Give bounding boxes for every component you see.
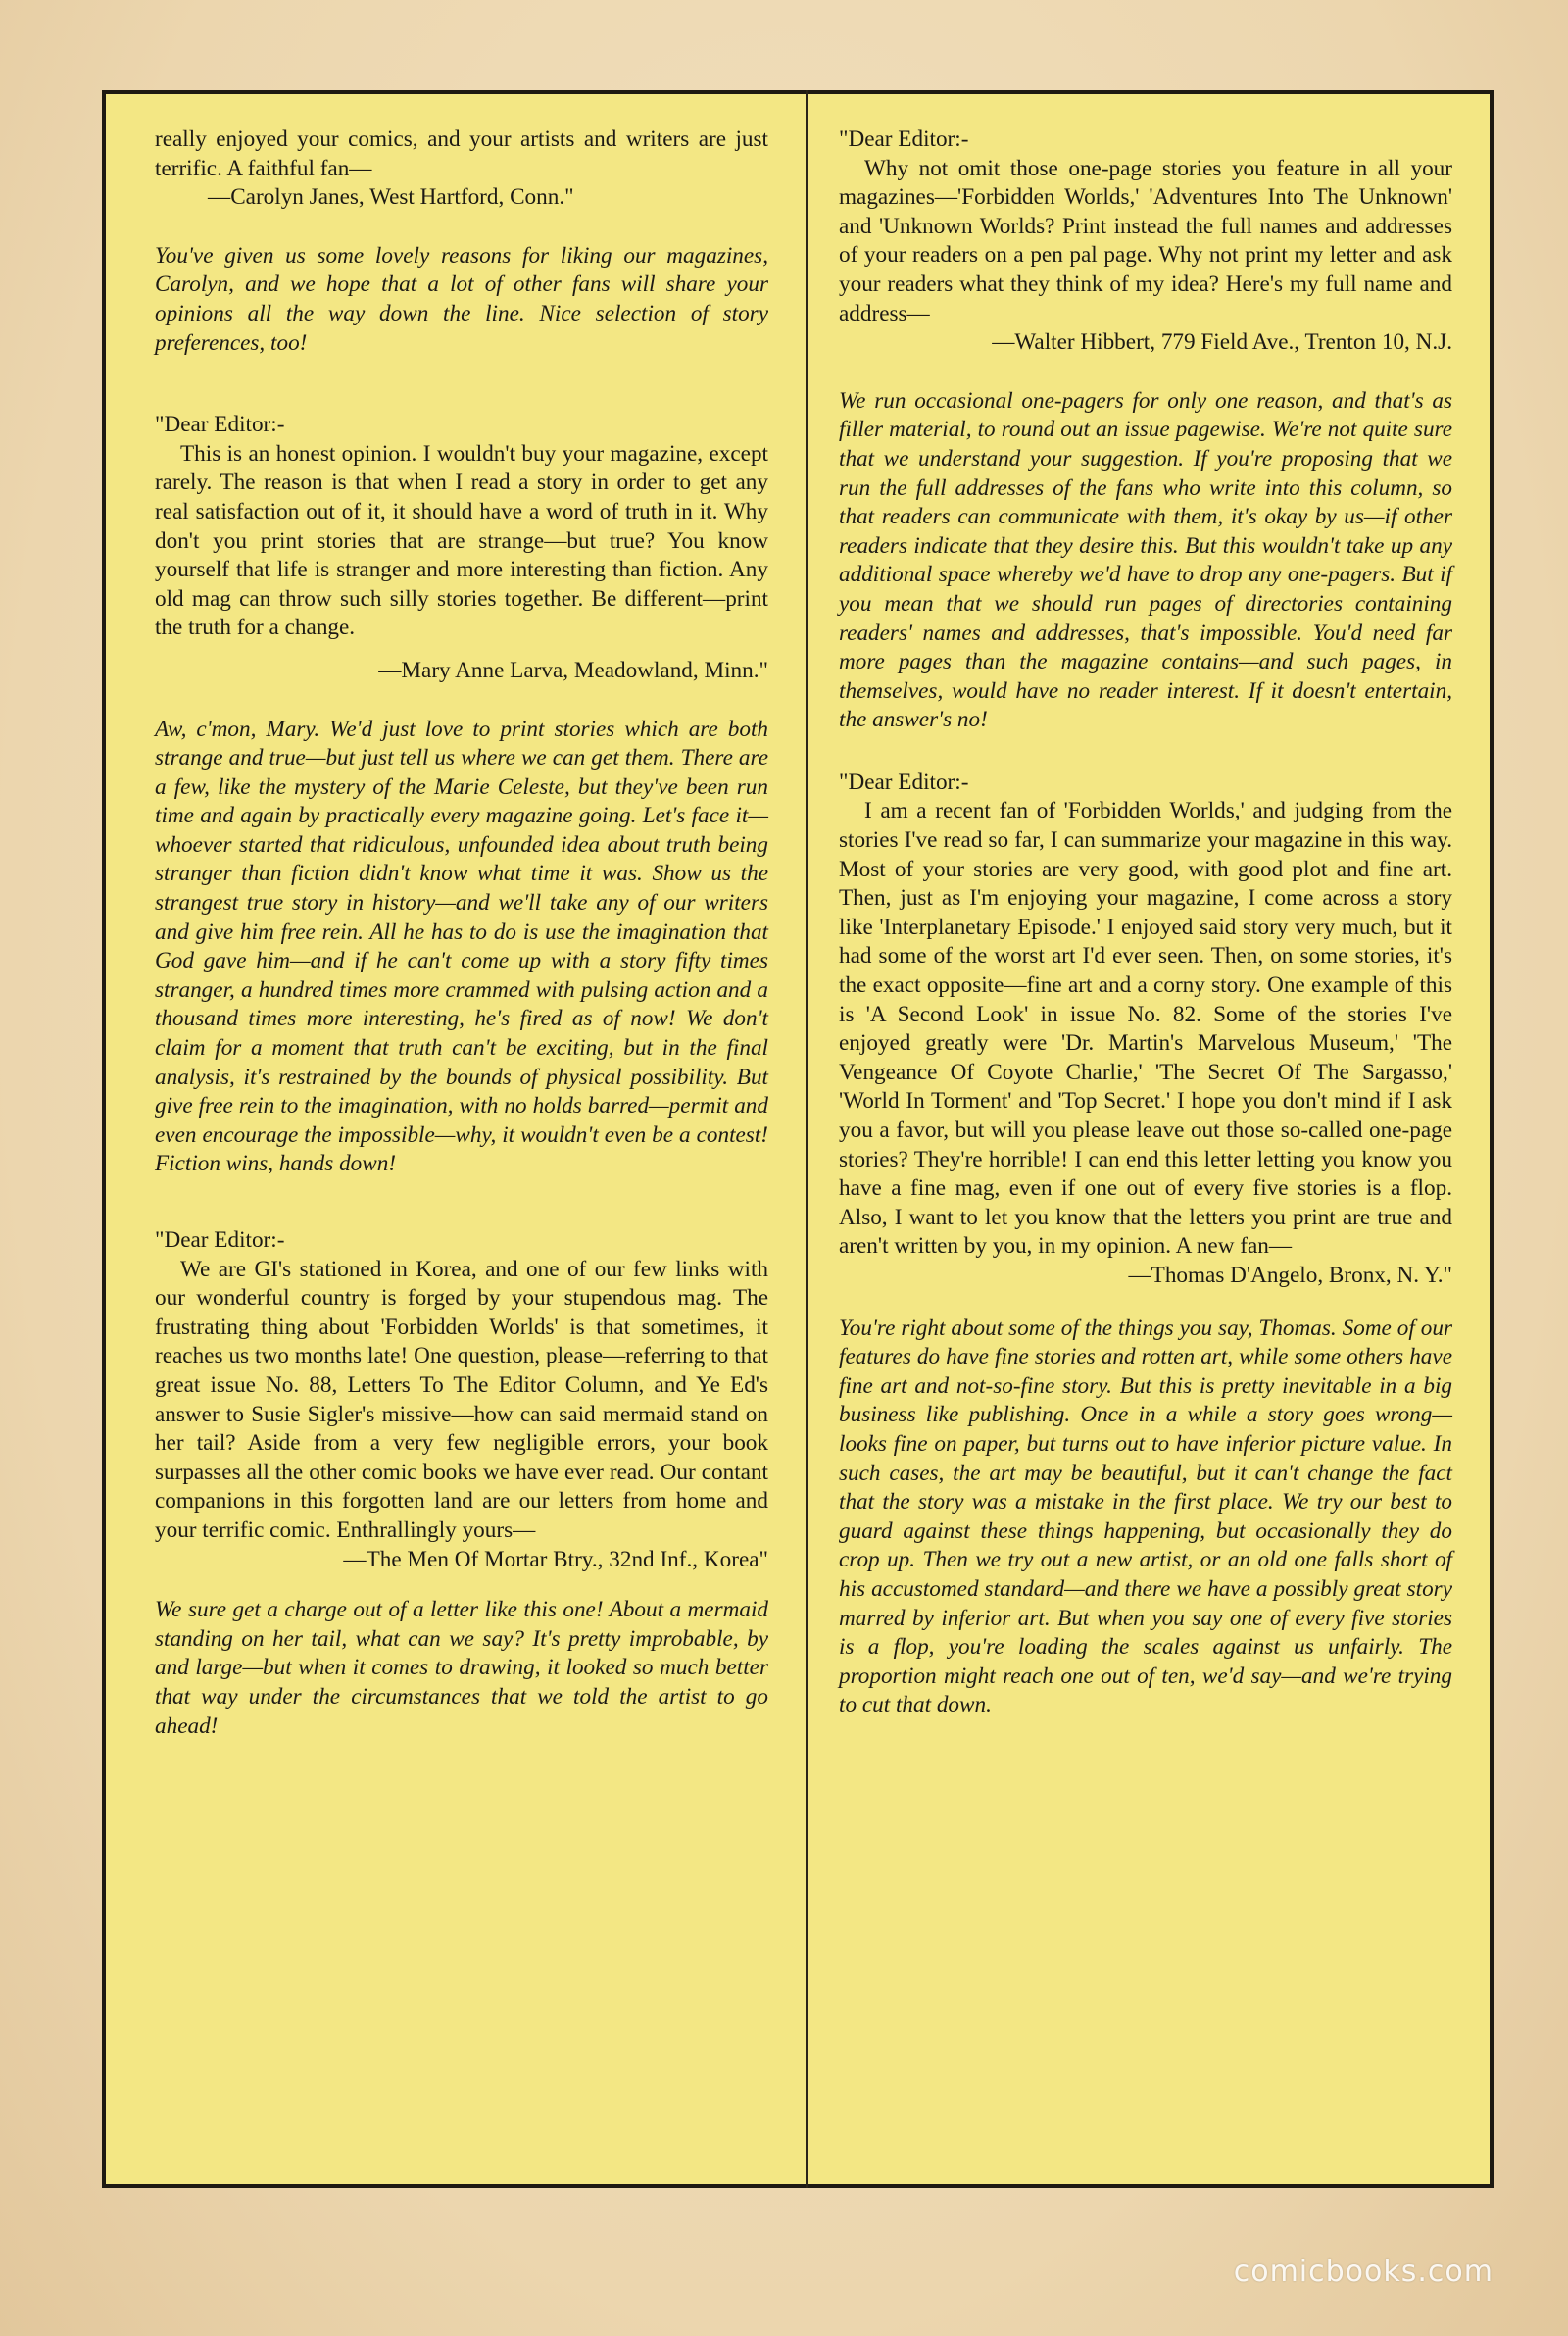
letter-carolyn — [155, 125, 768, 358]
editor-response: We run occasional one-pagers for only one reason, and that's as filler material, to round out an issue pagewise. We're not quite sure that we understand your suggestion. If you're proposing that we run the full addresses of the fans who write into this column, so that readers can communicate with them, it's okay by us—if other readers indicate that they desire this. But this wouldn't take up any additional space whereby we'd have to drop any one-pagers. But if you mean that we should run pages of directories containing readers' names and addresses, that's impossible. You'd need far more pages than the magazine contains—and such pages, in themselves, would have no reader interest. If it doesn't entertain, the answer's no! — [839, 387, 1452, 733]
letter-signature: —Carolyn Janes, West Hartford, Conn." — [208, 184, 574, 211]
letter-signature: —The Men Of Mortar Btry., 32nd Inf., Korea" — [343, 1546, 768, 1572]
letter-body: Why not omit those one-page stories you feature in all your magazines—'Forbidden Worlds,' 'Adventures Into The Unknown' and 'Unknown Worlds? Print instead the full names and addresses of your readers on a pen pal page. Why not print my letter and ask your readers what they think of my idea? Here's my full name and address— — [839, 155, 1452, 326]
left-column — [155, 125, 768, 1741]
letter-salutation: "Dear Editor:- — [839, 126, 969, 152]
letter-signature: —Mary Anne Larva, Meadowland, Minn." — [378, 657, 768, 683]
letter-salutation: "Dear Editor:- — [839, 769, 969, 795]
editor-response: We sure get a charge out of a letter like this one! About a mermaid standing on her tail, what can we say? It's pretty improbable, by and large—but when it comes to drawing, it looked so much better that way under the circumstances that we told the artist to go ahead! — [155, 1597, 768, 1739]
editor-response: You're right about some of the things you say, Thomas. Some of our features do have fine stories and rotten art, while some others have fine art and not-so-fine story. But this is pretty inevitable in a big business like publishing. Once in a while a story goes wrong—looks fine on paper, but turns out to have inferior picture value. In such cases, the art may be beautiful, but it can't change the fact that the story was a mistake in the first place. We try our best to guard against these things happening, but occasionally they do crop up. Then we try out a new artist, or an old one falls short of his accustomed standard—and there we have a possibly great story marred by inferior art. But when you say one of every five stories is a flop, you're loading the scales against us unfairly. The proportion might reach one out of ten, we'd say—and we're trying to cut that down. — [839, 1315, 1452, 1718]
letter-mary-anne — [155, 411, 768, 1179]
letter-signature: —Walter Hibbert, 779 Field Ave., Trenton 10, N.J. — [992, 329, 1452, 356]
watermark: comicbooks.com — [1233, 2255, 1494, 2289]
letter-salutation: "Dear Editor:- — [155, 1227, 285, 1253]
editor-response: You've given us some lovely reasons for liking our magazines, Carolyn, and we hope that a lot of other fans will share your opinions all the way down the line. Nice selection of story preferences, too! — [155, 242, 768, 356]
letter-salutation: "Dear Editor:- — [155, 412, 285, 438]
letter-walter — [839, 125, 1452, 735]
letter-body: This is an honest opinion. I wouldn't buy your magazine, except rarely. The reason is that when I read a story in order to get any real satisfaction out of it, it should have a word of truth in it. Why don't you print stories that are strange—but true? You know yourself that life is stranger and more interesting than fiction. Any old mag can throw such silly stories together. Be different—print the truth for a change. — [155, 440, 768, 641]
letter-body: I am a recent fan of 'Forbidden Worlds,' and judging from the stories I've read so far, I can summarize your magazine in this way. Most of your stories are very good, with good plot and fine art. Then, just as I'm enjoying your magazine, I come across a story like 'Interplanetary Episode.' I enjoyed said story very much, but it had some of the worst art I'd ever seen. Then, on some stories, it's the exact opposite—fine art and a corny story. One example of this is 'A Second Look' in issue No. 82. Some of the stories I've enjoyed greatly were 'Dr. Martin's Marvelous Museum,' 'The Vengeance Of Coyote Charlie,' 'The Secret Of The Sargasso,' 'World In Torment' and 'Top Secret.' I hope you don't mind if I ask you a favor, but will you please leave out those so-called one-page stories? They're horrible! I can end this letter letting you know you have a fine mag, even if one out of every five stories is a flop. Also, I want to let you know that the letters you print are true and aren't written by you, in my opinion. A new fan— — [839, 798, 1452, 1260]
right-column — [839, 125, 1452, 1720]
column-divider — [806, 90, 808, 2188]
letter-thomas — [839, 769, 1452, 1720]
letter-body: We are GI's stationed in Korea, and one of our few links with our wonderful country is forged by your stupendous mag. The frustrating thing about 'Forbidden Worlds' is that sometimes, it reaches us two months late! One question, please—referring to that great issue No. 88, Letters To The Editor Column, and Ye Ed's answer to Susie Sigler's missive—how can said mermaid stand on her tail? Aside from a very few negligible errors, your book surpasses all the other comic books we have ever read. Our contant companions in this forgotten land are our letters from home and your terrific comic. Enthrallingly yours— — [155, 1256, 768, 1543]
letter-body: really enjoyed your comics, and your artists and writers are just terrific. A faithful fan— — [155, 126, 768, 181]
editor-response: Aw, c'mon, Mary. We'd just love to print stories which are both strange and true—but just tell us where we can get them. There are a few, like the mystery of the Marie Celeste, but they've been run time and again by practically every magazine going. Let's face it—whoever started that ridiculous, unfounded idea about truth being stranger than fiction didn't know what time it was. Show us the strangest true story in history—and we'll take any of our writers and give him free rein. All he has to do is use the imagination that God gave him—and if he can't come up with a story fifty times stranger, a hundred times more crammed with pulsing action and a thousand times more interesting, he's fired as of now! We don't claim for a moment that truth can't be exciting, but in the final analysis, it's restrained by the bounds of physical possibility. But give free rein to the imagination, with no holds barred—permit and even encourage the impossible—why, it wouldn't even be a contest! Fiction wins, hands down! — [155, 716, 768, 1177]
letter-signature: —Thomas D'Angelo, Bronx, N. Y." — [1128, 1262, 1452, 1288]
letter-korea — [155, 1226, 768, 1741]
